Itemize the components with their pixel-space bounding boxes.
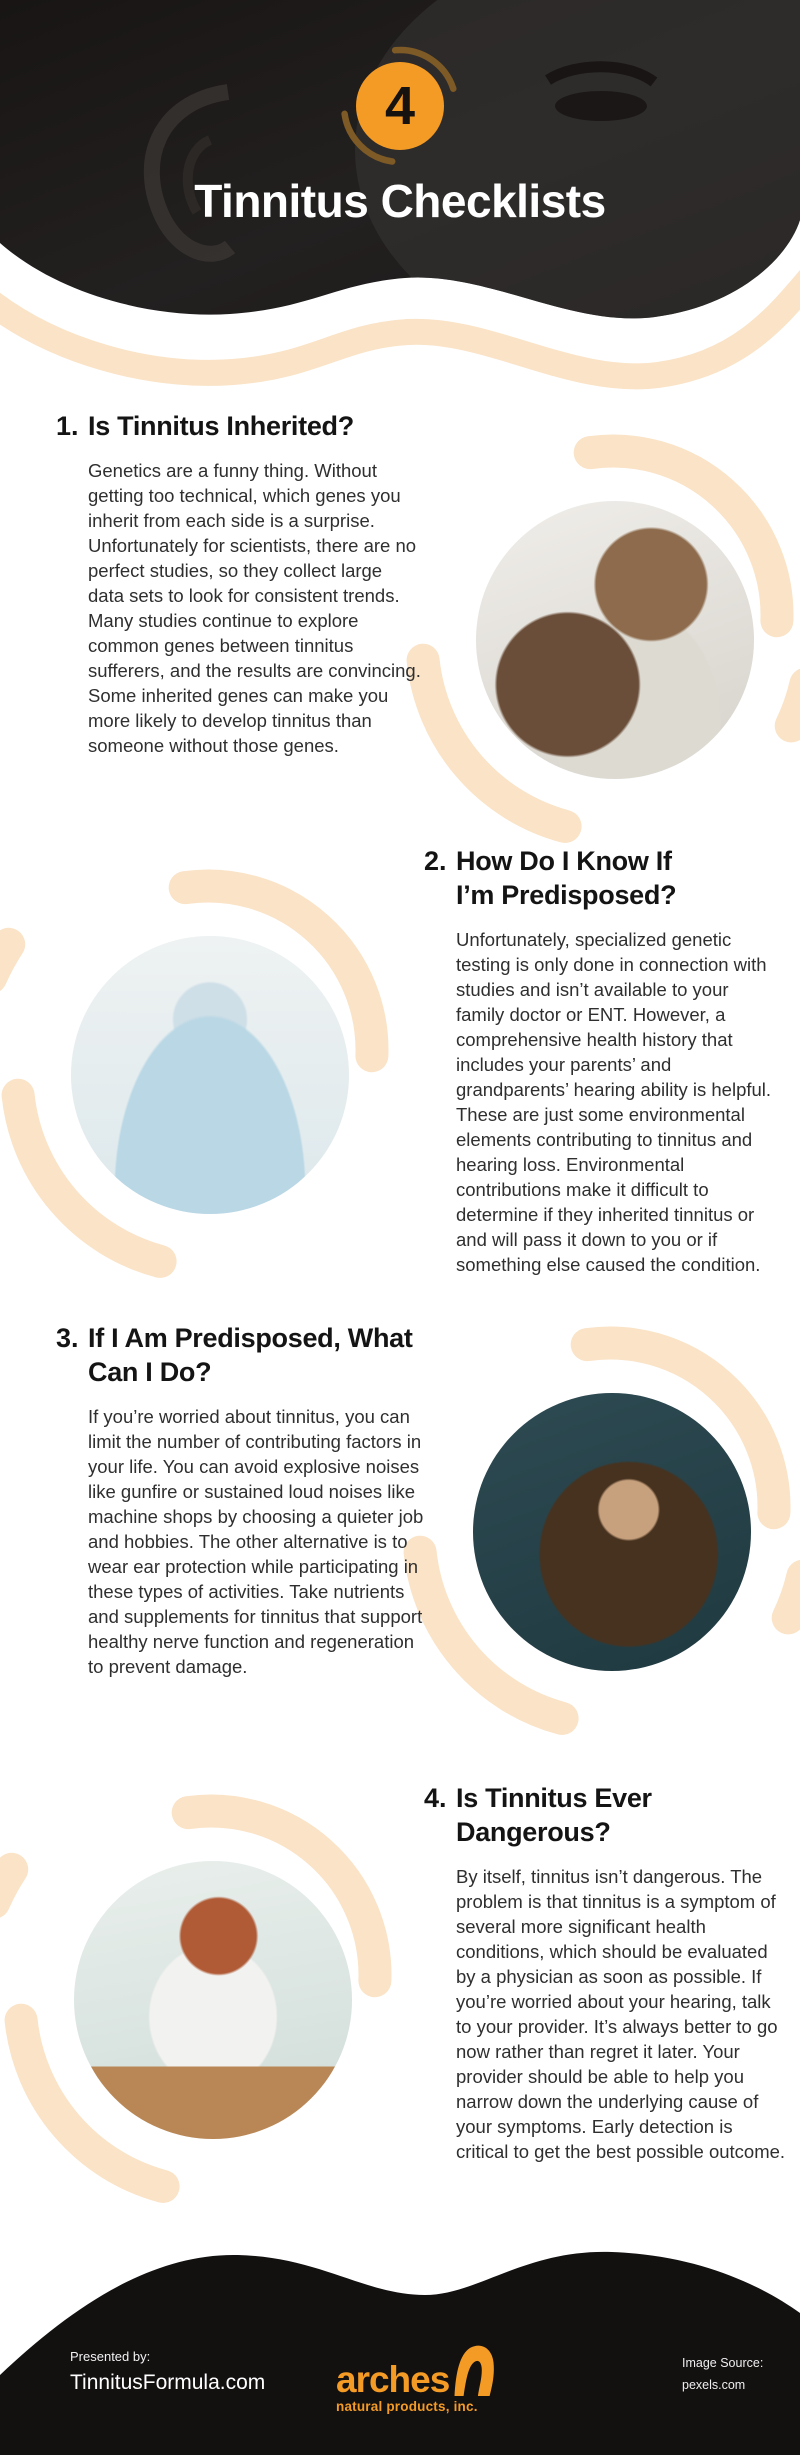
section-number: 3. (56, 1323, 79, 1353)
section-is-tinnitus-inherited (56, 410, 456, 758)
arc-edge-sliver-1 (791, 684, 800, 726)
arc-edge-sliver-3 (788, 1576, 800, 1618)
section-heading (424, 1782, 784, 1850)
section-is-tinnitus-dangerous (424, 1782, 784, 2164)
image-source-label: Image Source: (682, 2356, 764, 2370)
presented-by-site-link[interactable]: TinnitusFormula.com (70, 2371, 266, 2394)
section-heading (56, 410, 456, 444)
photo-medical-professional-in-mask (71, 936, 349, 1214)
photo-doctor-writing-at-desk (74, 1861, 352, 2139)
arches-logo (336, 2344, 526, 2414)
section-number: 1. (56, 411, 79, 441)
image-source-link[interactable]: pexels.com (682, 2378, 746, 2392)
section-body-text: Unfortunately, specialized genetic testing is only done in connection with studies and isn’t available to your family doctor or ENT. However, a comprehensive health history that includes your parents’ and grandparents’ hearing ability is helpful. These are just some environmental elements contributing to tinnitus and hearing loss. Environmental contributions make it difficult to determine if they inherited tinnitus or and will pass it down to you or if something else caused the condition. (456, 928, 772, 1275)
section-title: Is Tinnitus Ever Dangerous? (456, 1783, 652, 1847)
arches-logo-subtitle: natural products, inc. (336, 2399, 478, 2414)
arches-logo-wordmark: arches (336, 2358, 450, 2400)
section-heading (424, 845, 784, 913)
page-title: Tinnitus Checklists (194, 175, 606, 227)
section-body-text: By itself, tinnitus isn’t dangerous. The problem is that tinnitus is a symptom of several more significant health conditions, which should be evaluated by a physician as soon as possible. If you’re worried about your hearing, talk to your provider. It’s always better to go now rather than regret it later. Your provider should be able to help you narrow down the underlying cause of your symptoms. Early detection is critical to get the best possible outcome. (456, 1865, 786, 2162)
footer-image-source (682, 2356, 763, 2392)
photo-mother-holding-child (476, 501, 754, 779)
section-body-text: Genetics are a funny thing. Without getting too technical, which genes you inherit from each side is a surprise. Unfortunately for scientists, there are no perfect studies, so they collect large data sets to look for consistent trends. Many studies continue to explore common genes between tinnitus sufferers, and the results are convincing. Some inherited genes can make you more likely to develop tinnitus than someone without those genes. (88, 459, 421, 756)
arc-edge-sliver-4 (0, 1869, 12, 1902)
arch-rock-icon (453, 2344, 495, 2396)
arc-edge-sliver-2 (0, 944, 9, 977)
badge-number: 4 (384, 76, 416, 136)
header-count-badge (336, 42, 464, 170)
photo-woman-taking-supplement (473, 1393, 751, 1671)
earring-dot (233, 326, 241, 334)
section-title: If I Am Predisposed, What Can I Do? (88, 1323, 413, 1387)
eye-shape (555, 91, 647, 121)
presented-by-label: Presented by: (70, 2349, 151, 2364)
section-title: Is Tinnitus Inherited? (88, 411, 354, 441)
section-what-can-i-do (56, 1322, 466, 1679)
section-body-text: If you’re worried about tinnitus, you can limit the number of contributing factors in your life. You can avoid explosive noises like gunfire or sustained loud noises like machine shops by choosing a quieter job and hobbies. The other alternative is to wear ear protection while participating in these types of activities. Take nutrients and supplements for tinnitus that support healthy nerve function and regeneration to prevent damage. (88, 1405, 424, 1677)
footer-presented-by (70, 2349, 265, 2395)
section-heading (56, 1322, 466, 1390)
section-number: 2. (424, 846, 447, 876)
section-number: 4. (424, 1783, 447, 1813)
section-how-do-i-know (424, 845, 784, 1277)
section-title: How Do I Know If I’m Predisposed? (456, 846, 677, 910)
